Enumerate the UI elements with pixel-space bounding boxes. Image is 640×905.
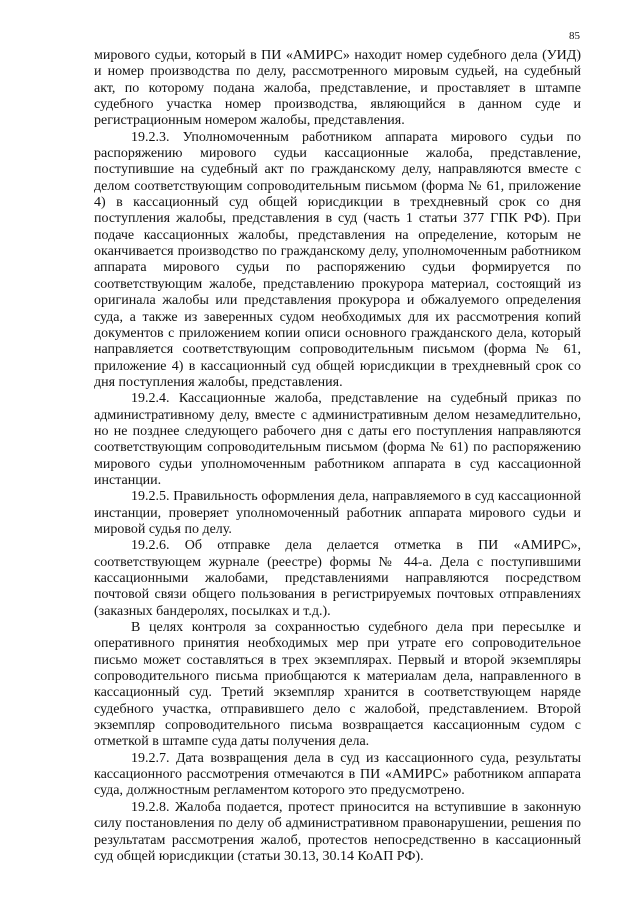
paragraph-19-2-8: 19.2.8. Жалоба подается, протест приносится на вступившие в законную силу постановления по делу об административном правонарушении, решения по результатам рассмотрения жалоб, протестов непосредственно в кассационный суд общей юрисдикции (статьи 30.13, 30.14 КоАП РФ).	[94, 799, 581, 864]
paragraph-19-2-7: 19.2.7. Дата возвращения дела в суд из кассационного суда, результаты кассационного рассмотрения отмечаются в ПИ «АМИРС» работником аппарата суда, должностным регламентом которого это предусмотрено.	[94, 750, 581, 799]
paragraph-control-copies: В целях контроля за сохранностью судебного дела при пересылке и оперативного принятия необходимых мер при утрате его сопроводительное письмо может составляться в трех экземплярах. Первый и второй экземпляры сопроводительного письма приобщаются к материалам дела, направленного в кассационный суд. Третий экземпляр хранится в соответствующем наряде судебного участка, отправившего дело с жалобой, представлением. Второй экземпляр сопроводительного письма возвращается кассационным судом с отметкой в штампе суда даты получения дела.	[94, 620, 581, 750]
page-number: 85	[569, 30, 580, 42]
paragraph-19-2-4: 19.2.4. Кассационные жалоба, представление на судебный приказ по административному делу, вместе с административным делом незамедлительно, но не позднее следующего рабочего дня с даты его поступления направляются соответствующим сопроводительным письмом (форма № 61) по распоряжению мирового судьи уполномоченным работником аппарата в суд кассационной инстанции.	[94, 391, 581, 488]
paragraph-19-2-3: 19.2.3. Уполномоченным работником аппарата мирового судьи по распоряжению мирового судьи кассационные жалоба, представление, поступившие на судебный акт по гражданскому делу, направляются вместе с делом соответствующим сопроводительным письмом (форма № 61, приложение 4) в кассационный суд общей юрисдикции в трехдневный срок со дня поступления жалобы, представления в суд (часть 1 статьи 377 ГПК РФ). При подаче кассационных жалобы, представления на определение, которым не оканчивается производство по гражданскому делу, уполномоченным работником аппарата мирового судьи по распоряжению судьи формируется по соответствующим жалобе, представлению прокурора материал, состоящий из оригинала жалобы или представления прокурора и обжалуемого определения суда, а также из заверенных судом необходимых для их рассмотрения копий документов с приложением копии описи основного гражданского дела, который направляется соответствующим сопроводительным письмом (форма № 61, приложение 4) в кассационный суд общей юрисдикции в трехдневный срок со дня поступления жалобы, представления.	[94, 129, 581, 390]
paragraph-19-2-5: 19.2.5. Правильность оформления дела, направляемого в суд кассационной инстанции, проверяет уполномоченный работник аппарата мирового судьи и мировой судья по делу.	[94, 489, 581, 537]
paragraph-19-2-6: 19.2.6. Об отправке дела делается отметка в ПИ «АМИРС», соответствующем журнале (реестре) формы № 44-а. Дела с поступившими кассационными жалобами, представлениями направляются посредством почтовой связи общего пользования в регистрируемых почтовых отправлениях (заказных бандеролях, посылках и т.д.).	[94, 538, 581, 619]
paragraph-continuation: мирового судьи, который в ПИ «АМИРС» находит номер судебного дела (УИД) и номер производства по делу, рассмотренного мировым судьей, на судебный акт, по которому подана жалоба, представление, и проставляет в штампе судебного участка номер производства, являющийся в данном суде и регистрационным номером жалобы, представления.	[94, 48, 581, 129]
body-text	[94, 48, 581, 865]
